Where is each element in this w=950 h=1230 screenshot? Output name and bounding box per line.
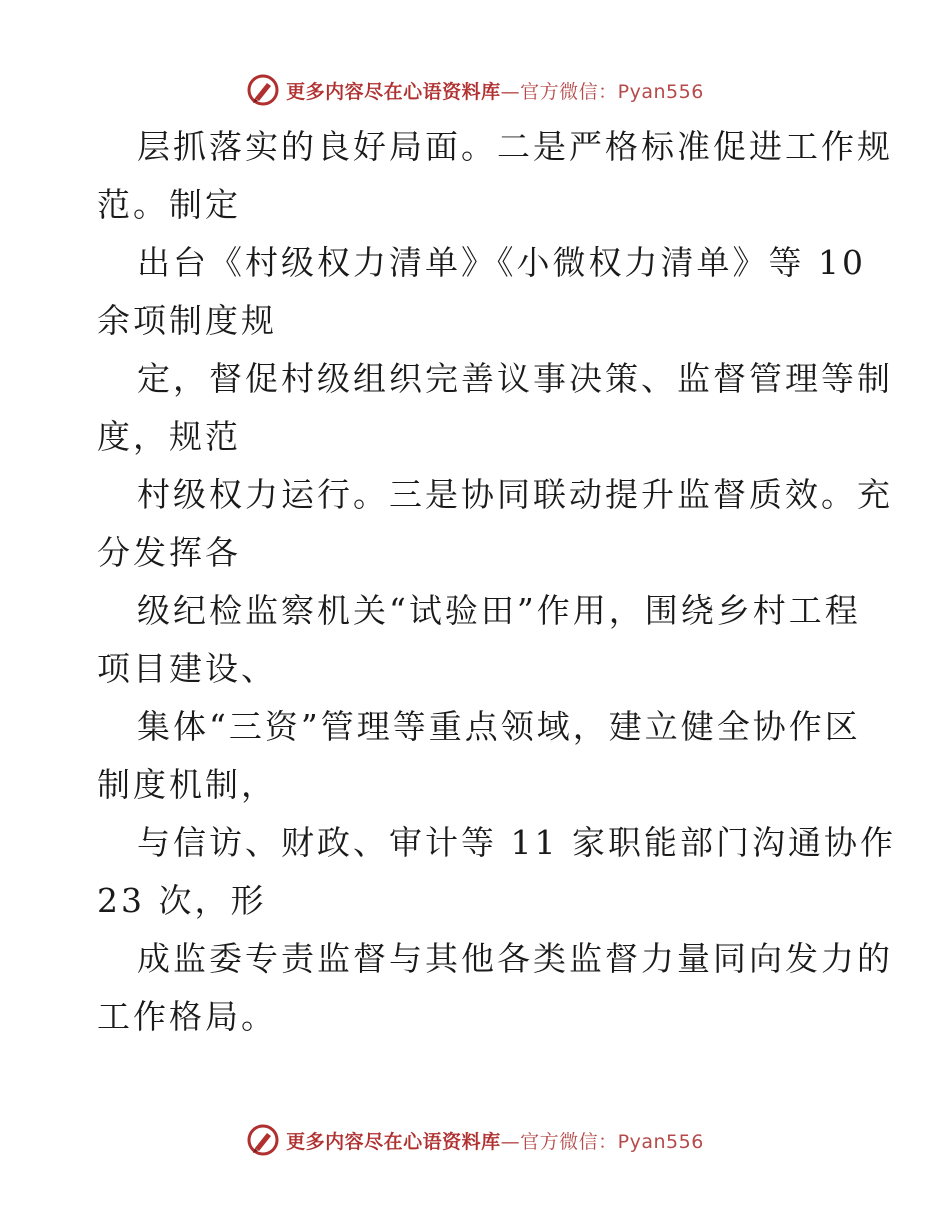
text-line: 与信访、财政、审计等 11 家职能部门沟通协作 [137,823,896,862]
pen-logo-icon [246,73,280,107]
text-line: 定，督促村级组织完善议事决策、监督管理等制 [137,359,893,398]
text-line: 成监委专责监督与其他各类监督力量同向发力的 [137,939,893,978]
banner-wechat-text: 官方微信：Pyan556 [520,80,704,103]
text-line: 出台《村级权力清单》《小微权力清单》等 10 [137,243,866,282]
text-line: 村级权力运行。三是协同联动提升监督质效。充 [137,475,893,514]
text-line: 级纪检监察机关“试验田”作用，围绕乡村工程 [137,591,861,630]
text-line: 23 次，形 [97,881,267,920]
banner-text [286,1127,704,1154]
text-line: 制度机制， [97,765,277,804]
text-line: 工作格局。 [97,997,277,1036]
banner-wechat-text: 官方微信：Pyan556 [520,1130,704,1153]
banner-text [286,77,704,104]
text-line: 范。制定 [97,185,241,224]
text-line: 层抓落实的良好局面。二是严格标准促进工作规 [137,127,893,166]
footer-banner [0,1120,950,1160]
banner-site-text: 更多内容尽在心语资料库 [286,80,501,103]
text-line: 集体“三资”管理等重点领域，建立健全协作区 [137,707,861,746]
document-body [97,118,896,1046]
banner-site-text: 更多内容尽在心语资料库 [286,1130,501,1153]
banner-dash: — [500,80,521,103]
text-line: 项目建设、 [97,649,277,688]
pen-logo-icon [246,1123,280,1157]
text-line: 余项制度规 [97,301,277,340]
text-line: 度，规范 [97,417,241,456]
text-line: 分发挥各 [97,533,241,572]
banner-dash: — [500,1130,521,1153]
header-banner [0,70,950,110]
